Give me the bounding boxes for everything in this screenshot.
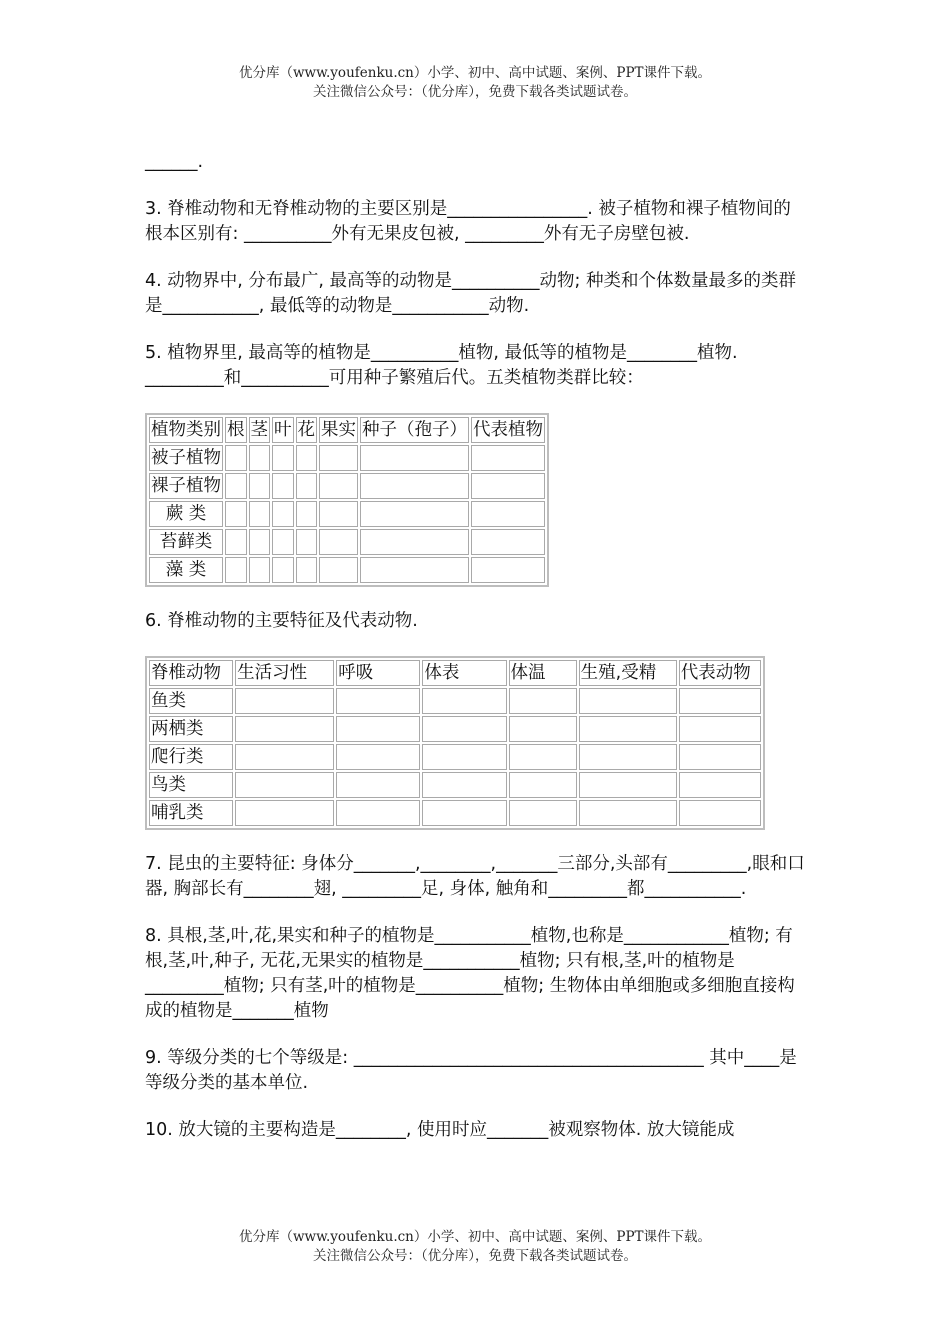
header-cell: 根 <box>225 417 247 443</box>
question-7: 7. 昆虫的主要特征: 身体分_______,________,_______三部分,头部有_________,眼和口器, 胸部长有________翅, _________足, 身体, 触角和_________都___________. <box>145 854 805 899</box>
question-10: 10. 放大镜的主要构造是________, 使用时应_______被观察物体. 放大镜能成 <box>145 1120 735 1140</box>
header-cell: 呼吸 <box>336 660 420 686</box>
page-footer <box>0 1228 950 1266</box>
page-header <box>0 64 950 102</box>
row-label: 裸子植物 <box>149 473 223 499</box>
question-8: 8. 具根,茎,叶,花,果实和种子的植物是___________植物,也称是____________植物; 有根,茎,叶,种子, 无花,无果实的植物是___________植物; 只有根,茎,叶的植物是_________植物; 只有茎,叶的植物是__________植物; 生物体由单细胞或多细胞直接构成的植物是_______植物 <box>145 926 795 1021</box>
header-cell: 叶 <box>272 417 294 443</box>
header-cell: 体表 <box>422 660 506 686</box>
table-row <box>149 445 545 471</box>
header-cell: 生殖,受精 <box>579 660 677 686</box>
table-row <box>149 688 761 714</box>
question-4: 4. 动物界中, 分布最广, 最高等的动物是__________动物; 种类和个体数量最多的类群是___________, 最低等的动物是___________动物. <box>145 271 796 316</box>
row-label: 鱼类 <box>149 688 233 714</box>
table-row <box>149 744 761 770</box>
row-label: 蕨 类 <box>149 501 223 527</box>
plant-comparison-table <box>145 413 549 587</box>
header-cell: 茎 <box>249 417 271 443</box>
table-header-row <box>149 660 761 686</box>
table-row <box>149 800 761 826</box>
table-row <box>149 473 545 499</box>
row-label: 两栖类 <box>149 716 233 742</box>
header-cell: 生活习性 <box>235 660 334 686</box>
header-line-2: 关注微信公众号：（优分库），免费下载各类试题试卷。 <box>313 84 637 100</box>
header-cell: 果实 <box>319 417 358 443</box>
header-line-1: 优分库（www.youfenku.cn）小学、初中、高中试题、案例、PPT课件下载。 <box>238 65 712 81</box>
footer-line-2: 关注微信公众号：（优分库），免费下载各类试题试卷。 <box>313 1248 637 1264</box>
question-9: 9. 等级分类的七个等级是: ________________________________________ 其中____是等级分类的基本单位. <box>145 1048 797 1093</box>
row-label: 哺乳类 <box>149 800 233 826</box>
header-cell: 代表植物 <box>471 417 545 443</box>
header-cell: 花 <box>296 417 318 443</box>
continuation-blank: ______. <box>145 152 204 172</box>
table-row <box>149 529 545 555</box>
table-row <box>149 557 545 583</box>
question-6: 6. 脊椎动物的主要特征及代表动物. <box>145 611 418 631</box>
document-body <box>145 150 805 1165</box>
table-row <box>149 501 545 527</box>
header-cell: 代表动物 <box>679 660 761 686</box>
header-cell: 体温 <box>509 660 577 686</box>
row-label: 被子植物 <box>149 445 223 471</box>
table-row <box>149 772 761 798</box>
question-5: 5. 植物界里, 最高等的植物是__________植物, 最低等的植物是________植物. _________和__________可用种子繁殖后代。五类植物类群比较： <box>145 343 738 388</box>
row-label: 苔藓类 <box>149 529 223 555</box>
row-label: 爬行类 <box>149 744 233 770</box>
footer-line-1: 优分库（www.youfenku.cn）小学、初中、高中试题、案例、PPT课件下载。 <box>238 1229 712 1245</box>
row-label: 藻 类 <box>149 557 223 583</box>
header-cell: 种子（孢子） <box>360 417 469 443</box>
question-3: 3. 脊椎动物和无脊椎动物的主要区别是________________. 被子植物和裸子植物间的根本区别有: __________外有无果皮包被, _________外有无子房壁包被. <box>145 199 791 244</box>
header-cell: 植物类别 <box>149 417 223 443</box>
table-header-row <box>149 417 545 443</box>
row-label: 鸟类 <box>149 772 233 798</box>
table-row <box>149 716 761 742</box>
vertebrate-table <box>145 656 765 830</box>
header-cell: 脊椎动物 <box>149 660 233 686</box>
